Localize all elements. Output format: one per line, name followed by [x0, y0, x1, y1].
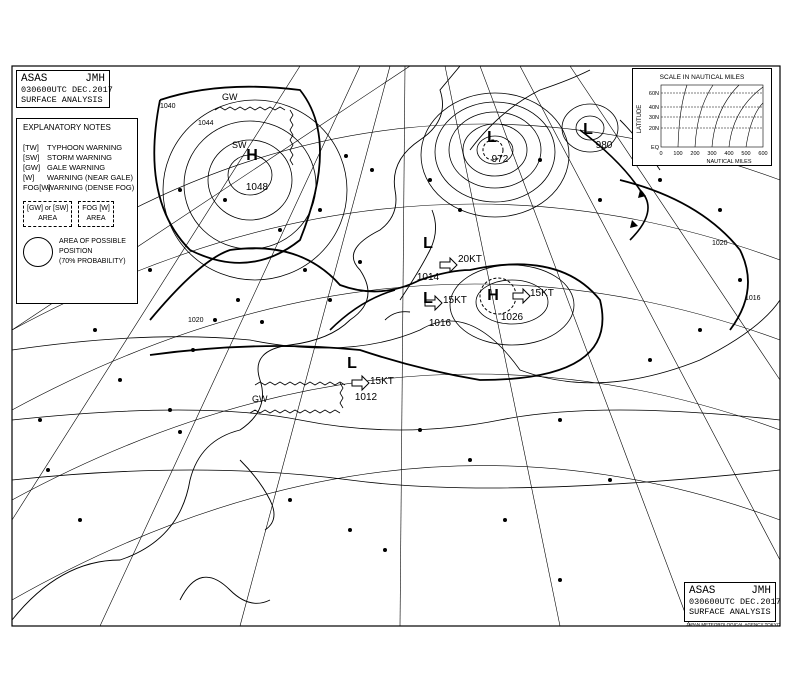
title-left: ASAS [21, 73, 48, 85]
title-subtitle: SURFACE ANALYSIS [21, 95, 103, 105]
nm-tick: 300 [707, 151, 717, 157]
low-south-pressure: 1012 [354, 392, 378, 403]
title-time: 030600UTC DEC.2017 [21, 85, 113, 95]
low-japan-motion: 20KT [458, 254, 482, 265]
legend-label: WARNING (NEAR GALE) [47, 173, 133, 182]
title-right: JMH [85, 73, 105, 85]
low-east-pressure: 980 [595, 140, 613, 151]
low-japan2-label: L [423, 290, 433, 307]
low-japan2-motion: 15KT [443, 295, 467, 306]
lat-tick: 60N [648, 91, 659, 97]
nm-tick: 100 [673, 151, 683, 157]
isobar-label-1040: 1040 [160, 103, 176, 110]
warning-gw-label: GW [252, 394, 268, 404]
low-east-label: L [583, 121, 593, 138]
legend-label: STORM WARNING [47, 153, 112, 162]
low-north-pressure: 972 [491, 154, 509, 165]
high-main-motion: 15KT [530, 288, 554, 299]
legend-label: TYPHOON WARNING [47, 143, 123, 152]
isobar-label-1020-west: 1020 [188, 317, 204, 324]
legend-label: GALE WARNING [47, 163, 106, 172]
title-subtitle-bottom: SURFACE ANALYSIS [689, 607, 771, 617]
legend-area-left-code: [GW] or [SW] [27, 205, 69, 212]
legend-circle-label-2: POSITION [59, 248, 93, 255]
legend-area-fog [78, 201, 114, 227]
agency-credit: JAPAN METEOROLOGICAL AGENCY TOKYO [686, 622, 781, 627]
title-left-bottom: ASAS [689, 585, 716, 597]
scale-title: SCALE IN NAUTICAL MILES [659, 74, 745, 81]
legend-item [23, 143, 131, 153]
legend-code: FOG[W] [23, 183, 51, 192]
legend-area-right-label: AREA [86, 215, 106, 222]
low-south-label: L [347, 355, 357, 372]
nm-tick: 600 [758, 151, 768, 157]
scale-axis-label: LATITUDE [637, 104, 643, 134]
high-main-label: H [487, 287, 499, 304]
legend-circle-label-3: (70% PROBABILITY) [59, 258, 126, 265]
title-box-bottom [684, 582, 781, 622]
nm-tick: 0 [659, 151, 663, 157]
legend-code: [W] [23, 173, 35, 182]
legend-circle-icon [23, 237, 53, 267]
isobar-label-1020-east: 1020 [712, 240, 728, 247]
nm-tick: 200 [690, 151, 700, 157]
legend-code: [SW] [23, 153, 40, 162]
legend-heading: EXPLANATORY NOTES [23, 123, 111, 132]
scale-box [632, 68, 772, 166]
title-time-bottom: 030600UTC DEC.2017 [689, 597, 781, 607]
low-north-label: L [487, 129, 497, 146]
scale-graph [633, 69, 771, 165]
low-japan-pressure: 1014 [416, 272, 440, 283]
legend-box [16, 118, 138, 304]
legend-circle-label-1: AREA OF POSSIBLE [59, 238, 126, 245]
lat-tick: 30N [648, 115, 659, 121]
nm-tick: 400 [724, 151, 734, 157]
low-south-motion: 15KT [370, 376, 394, 387]
isobar-label-1044: 1044 [198, 120, 214, 127]
legend-code: [TW] [23, 143, 39, 152]
legend-circle-row [23, 237, 131, 267]
low-japan-label: L [423, 235, 433, 252]
isobar-label-1016: 1016 [745, 295, 761, 302]
legend-area-right-code: FOG [W] [82, 205, 110, 212]
high-west-pressure: 1048 [245, 182, 269, 193]
legend-label: WARNING (DENSE FOG) [47, 183, 135, 192]
lat-tick: 20N [648, 126, 659, 132]
legend-area-gw-sw [23, 201, 72, 227]
high-main-pressure: 1026 [500, 312, 524, 323]
legend-code: [GW] [23, 163, 41, 172]
title-right-bottom: JMH [751, 585, 771, 597]
legend-area-samples [23, 201, 131, 227]
low-japan2-pressure: 1016 [428, 318, 452, 329]
legend-item [23, 183, 135, 193]
lat-tick: 40N [648, 105, 659, 111]
scale-x-label: NAUTICAL MILES [706, 159, 752, 165]
warning-sw-label: SW [232, 140, 247, 150]
legend-item [23, 173, 131, 183]
legend-area-left-label: AREA [38, 215, 58, 222]
lat-tick: EQ [651, 145, 659, 151]
legend-item [23, 153, 131, 163]
title-box-top [16, 70, 113, 108]
high-west-label: H [246, 147, 258, 164]
nm-tick: 500 [741, 151, 751, 157]
legend-item [23, 163, 131, 173]
warning-gw2-label: GW [222, 92, 238, 102]
